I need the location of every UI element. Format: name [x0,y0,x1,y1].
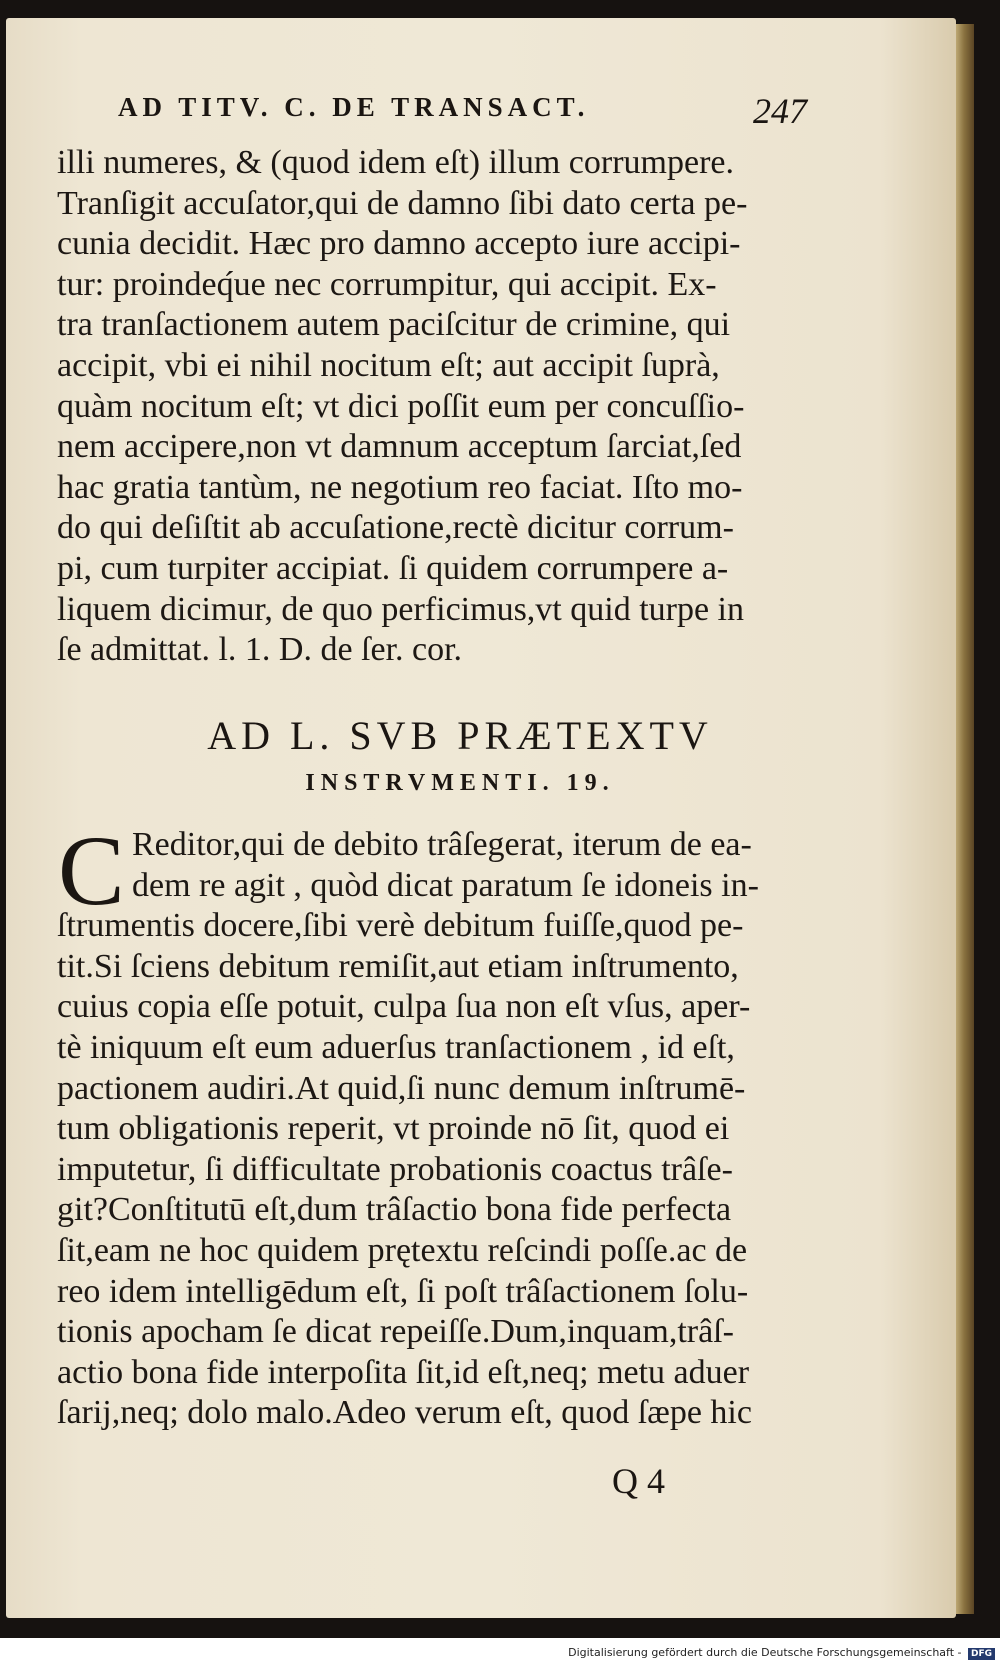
text-block-2 [57,815,847,1434]
text-line: ſit,eam ne hoc quidem prętextu reſcindi poſſe.ac de [57,1231,748,1269]
text-line: liquem dicimur, de quo perficimus,vt quid turpe in [57,590,745,628]
footer-credit [540,1646,995,1664]
running-head: AD TITV. C. DE TRANSACT. [118,92,590,122]
text-line: Reditor,qui de debito trâſegerat, iterum de ea- [132,826,752,863]
footer-text: Digitalisierung gefördert durch die Deutsche Forschungsgemeinschaft - [568,1646,962,1659]
text-line: accipit, vbi ei nihil nocitum eſt; aut accipit ſuprà, [57,346,720,384]
text-line: ſe admittat. l. 1. D. de ſer. cor. [57,631,463,669]
text-line: do qui deſiſtit ab accuſatione,rectè dicitur corrum- [57,509,734,547]
text-line: git?Conſtitutū eſt,dum trâſactio bona fide perfecta [57,1191,732,1229]
decorated-initial: C [58,815,125,926]
text-line: tionis apocham ſe dicat repeiſſe.Dum,inquam,trâſ- [57,1313,734,1351]
text-line: tum obligationis reperit, vt proinde nō ſit, quod ei [57,1110,730,1148]
text-line: reo idem intelligēdum eſt, ſi poſt trâſactionem ſolu- [57,1272,749,1310]
dfg-logo: DFG [968,1648,995,1660]
text-line: nem accipere,non vt damnum acceptum ſarciat,ſed [57,428,742,466]
text-line: cunia decidit. Hæc pro damno accepto iure accipi- [57,225,741,263]
page-number: 247 [753,91,807,131]
catchword: Q 4 [612,1461,665,1501]
text-line: tè iniquum eſt eum aduerſus tranſactionem , id eſt, [57,1028,735,1066]
text-line: Tranſigit accuſator,qui de damno ſibi dato certa pe- [57,184,748,222]
section-title: AD L. SVB PRÆTEXTV [207,713,713,758]
text-block-1 [57,143,847,671]
section-subtitle: INSTRVMENTI. 19. [305,770,615,796]
text-line: pactionem audiri.At quid,ſi nunc demum inſtrumē- [57,1069,746,1107]
text-line: cuius copia eſſe potuit, culpa ſua non eſt vſus, aper- [57,988,751,1026]
text-line: tit.Si ſciens debitum remiſit,aut etiam inſtrumento, [57,947,739,985]
page-edge [956,24,974,1614]
text-line: dem re agit , quòd dicat paratum ſe idoneis in- [132,866,759,904]
text-line: tur: proindeq́ue nec corrumpitur, qui accipit. Ex- [57,265,717,303]
text-line: ſtrumentis docere,ſibi verè debitum fuiſſe,quod pe- [57,907,744,945]
text-line: illi numeres, & (quod idem eſt) illum corrumpere. [57,144,734,181]
text-line: actio bona fide interpoſita ſit,id eſt,neq; metu aduer [57,1353,750,1391]
text-line: hac gratia tantùm, ne negotium reo faciat. Iſto mo- [57,468,743,506]
text-line: pi, cum turpiter accipiat. ſi quidem corrumpere a- [57,549,729,587]
text-line: tra tranſactionem autem paciſcitur de crimine, qui [57,306,731,344]
text-line: imputetur, ſi difficultate probationis coactus trâſe- [57,1150,733,1188]
text-line: ſarij,neq; dolo malo.Adeo verum eſt, quod ſæpe hic [57,1394,752,1432]
text-line: quàm nocitum eſt; vt dici poſſit eum per concuſſio- [57,387,745,425]
